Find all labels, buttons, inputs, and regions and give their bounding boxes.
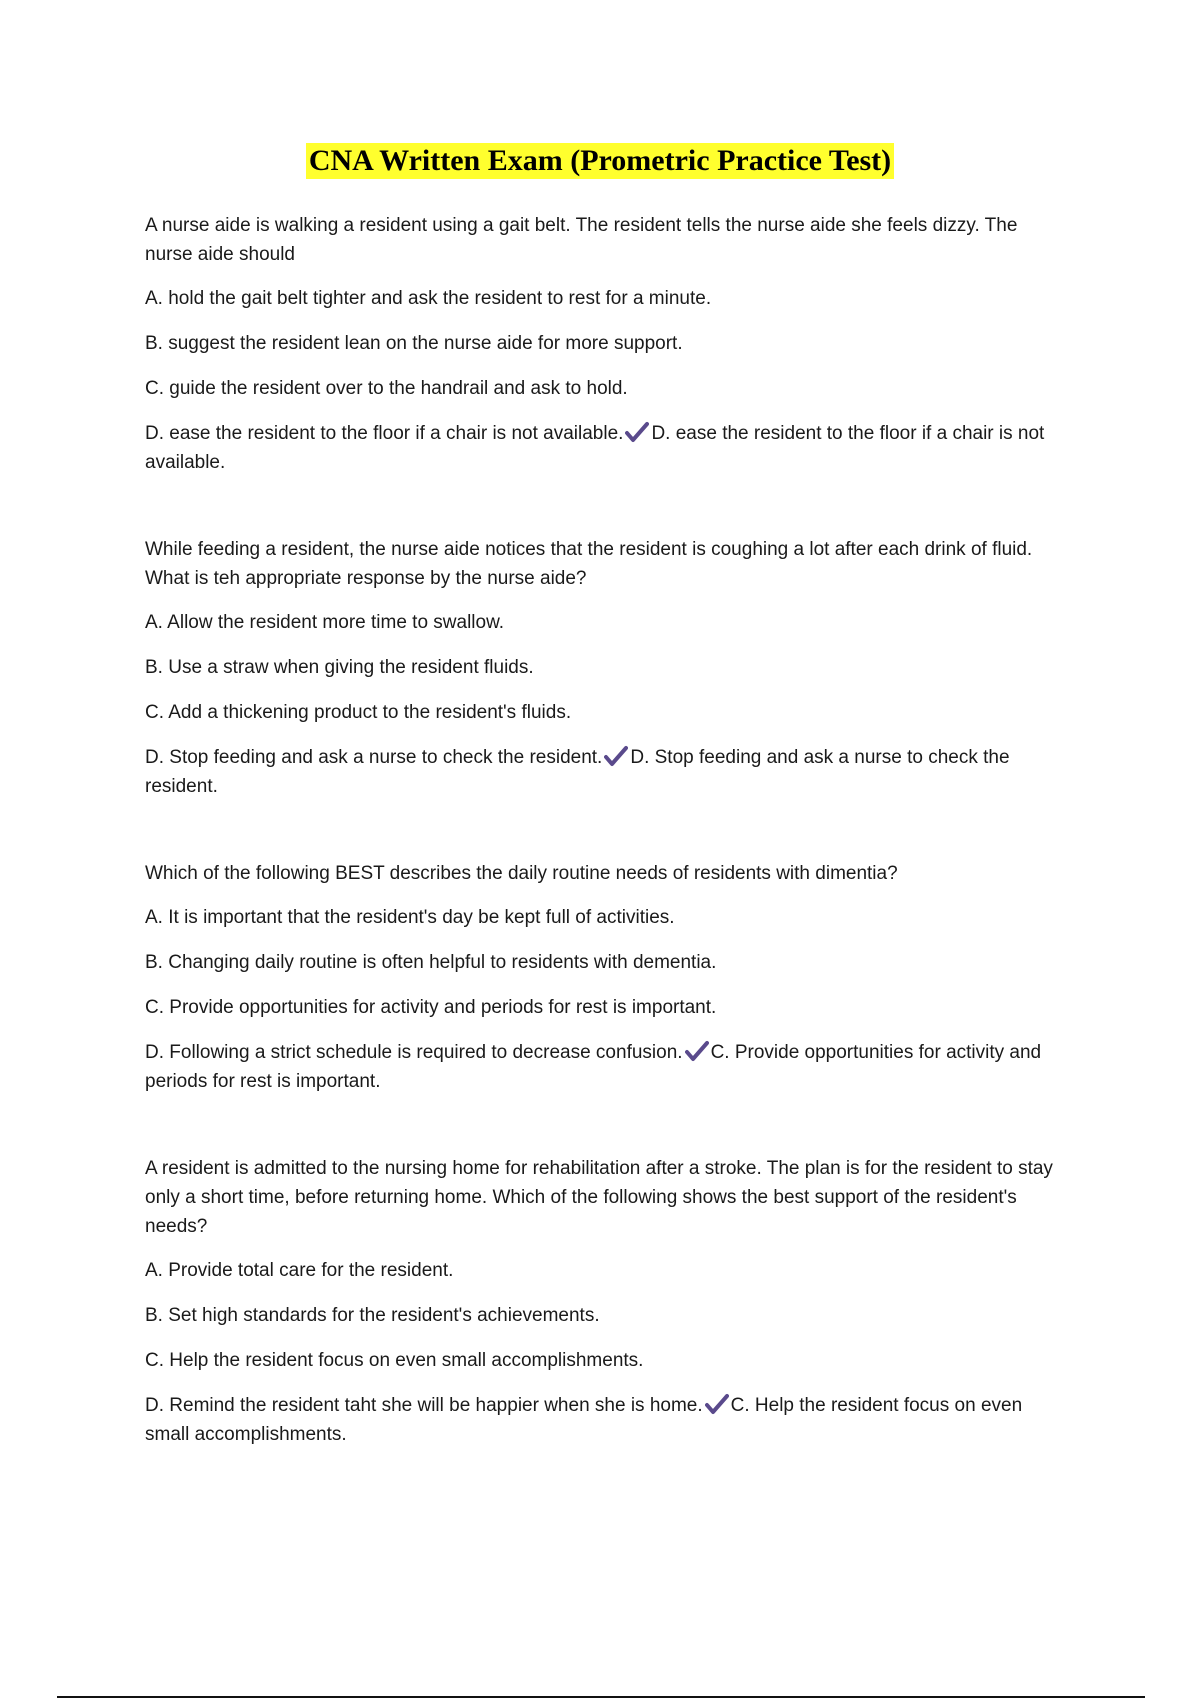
option-d: D. ease the resident to the floor if a chair is not available.	[145, 423, 624, 444]
checkmark-icon	[604, 745, 628, 767]
option-d: D. Stop feeding and ask a nurse to check the resident.	[145, 747, 603, 768]
question-1	[145, 211, 1065, 477]
checkmark-icon	[705, 1393, 729, 1415]
page-title: CNA Written Exam (Prometric Practice Test)	[306, 143, 894, 179]
footer-divider	[57, 1696, 1145, 1698]
correct-answer: C. Help the resident focus on even small accomplishments.	[145, 1395, 1023, 1445]
option-a: A. It is important that the resident's day be kept full of activities.	[145, 907, 675, 928]
question-stem: A resident is admitted to the nursing home for rehabilitation after a stroke. The plan is for the resident to stay only a short time, before returning home. Which of the following shows the best support of the resident's needs?	[145, 1158, 1053, 1237]
question-stem: Which of the following BEST describes the daily routine needs of residents with dimentia?	[145, 863, 898, 884]
correct-answer: C. Provide opportunities for activity and periods for rest is important.	[145, 1042, 1042, 1092]
option-d-with-answer	[145, 419, 1065, 477]
option-a: A. hold the gait belt tighter and ask the resident to rest for a minute.	[145, 288, 712, 309]
question-list	[145, 211, 1065, 1449]
question-stem: While feeding a resident, the nurse aide notices that the resident is coughing a lot after each drink of fluid. What is teh appropriate response by the nurse aide?	[145, 539, 1033, 589]
option-a: A. Provide total care for the resident.	[145, 1260, 454, 1281]
checkmark-icon	[625, 421, 649, 443]
option-c: C. Add a thickening product to the resident's fluids.	[145, 702, 572, 723]
option-b: B. Set high standards for the resident's achievements.	[145, 1305, 600, 1326]
checkmark-icon	[685, 1040, 709, 1062]
question-4	[145, 1154, 1065, 1449]
option-a: A. Allow the resident more time to swallow.	[145, 612, 505, 633]
option-d-with-answer	[145, 1391, 1065, 1449]
question-spacer	[145, 1096, 1065, 1154]
option-d: D. Following a strict schedule is required to decrease confusion.	[145, 1042, 683, 1063]
option-d-with-answer	[145, 1038, 1065, 1096]
question-3	[145, 859, 1065, 1096]
option-b: B. suggest the resident lean on the nurse aide for more support.	[145, 333, 683, 354]
option-d-with-answer	[145, 743, 1065, 801]
question-2	[145, 535, 1065, 801]
correct-answer: D. ease the resident to the floor if a chair is not available.	[145, 423, 1045, 473]
title-wrap	[0, 143, 1200, 179]
correct-answer: D. Stop feeding and ask a nurse to check the resident.	[145, 747, 1010, 797]
question-spacer	[145, 477, 1065, 535]
option-c: C. Provide opportunities for activity and periods for rest is important.	[145, 997, 717, 1018]
option-c: C. Help the resident focus on even small accomplishments.	[145, 1350, 644, 1371]
option-b: B. Changing daily routine is often helpful to residents with dementia.	[145, 952, 717, 973]
option-b: B. Use a straw when giving the resident fluids.	[145, 657, 534, 678]
option-c: C. guide the resident over to the handrail and ask to hold.	[145, 378, 628, 399]
question-stem: A nurse aide is walking a resident using a gait belt. The resident tells the nurse aide she feels dizzy. The nurse aide should	[145, 215, 1018, 265]
option-d: D. Remind the resident taht she will be happier when she is home.	[145, 1395, 703, 1416]
question-spacer	[145, 801, 1065, 859]
